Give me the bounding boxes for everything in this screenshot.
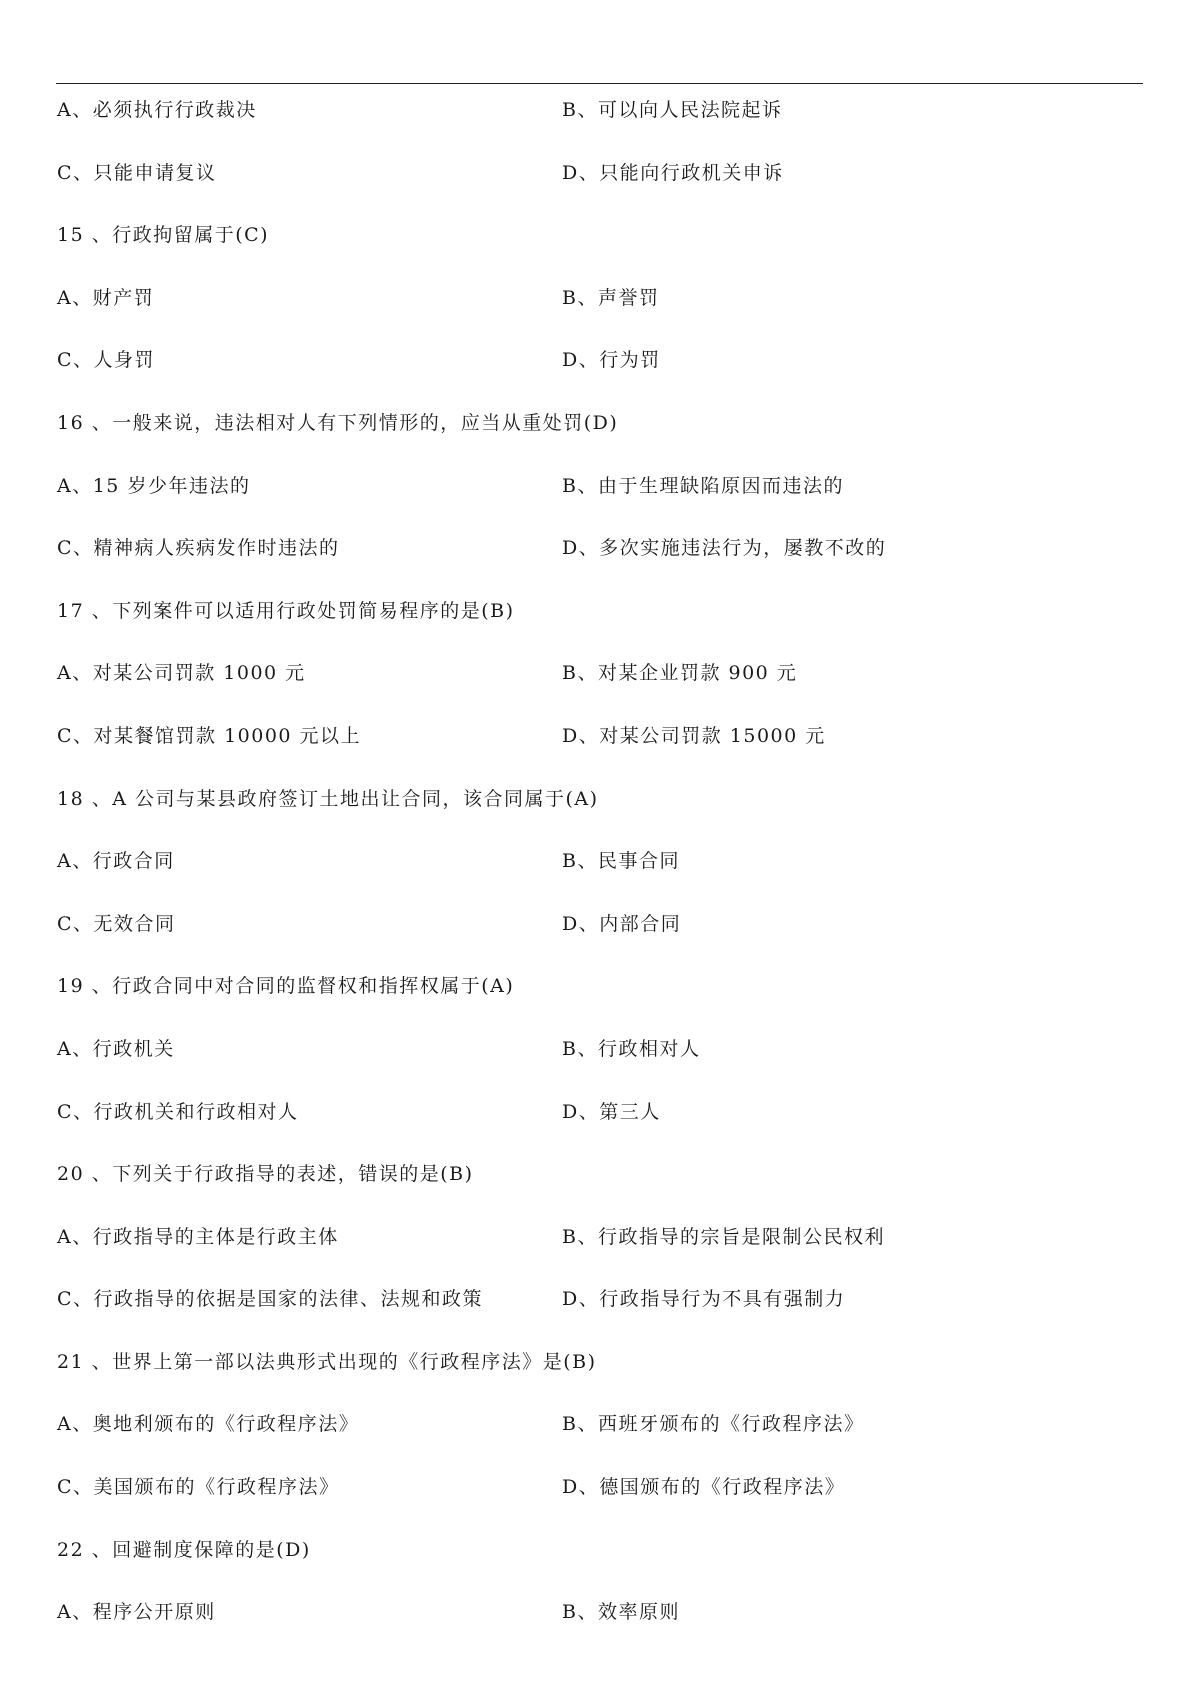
answer-option-left: C、无效合同 bbox=[57, 912, 176, 935]
answer-option-right: B、对某企业罚款 900 元 bbox=[562, 662, 798, 685]
question-line bbox=[57, 784, 1137, 847]
options-line bbox=[57, 1222, 1137, 1285]
options-line bbox=[57, 909, 1137, 972]
answer-option-left: C、对某餐馆罚款 10000 元以上 bbox=[57, 724, 362, 747]
answer-option-left: C、行政机关和行政相对人 bbox=[57, 1100, 299, 1123]
question-text: 20 、下列关于行政指导的表述，错误的是(B) bbox=[57, 1163, 474, 1186]
answer-option-left: C、人身罚 bbox=[57, 349, 156, 372]
options-line bbox=[57, 1409, 1137, 1472]
options-line bbox=[57, 95, 1137, 158]
question-text: 15 、行政拘留属于(C) bbox=[57, 224, 270, 247]
answer-option-right: D、对某公司罚款 15000 元 bbox=[562, 724, 826, 747]
question-line bbox=[57, 220, 1137, 283]
answer-option-right: D、多次实施违法行为，屡教不改的 bbox=[562, 537, 887, 560]
answer-option-right: B、可以向人民法院起诉 bbox=[562, 99, 783, 121]
exam-page-content bbox=[57, 95, 1137, 1660]
answer-option-left: A、15 岁少年违法的 bbox=[57, 474, 251, 497]
answer-option-left: C、美国颁布的《行政程序法》 bbox=[57, 1476, 340, 1499]
answer-option-right: D、第三人 bbox=[562, 1100, 661, 1123]
answer-option-left: C、精神病人疾病发作时违法的 bbox=[57, 537, 340, 560]
options-line bbox=[57, 533, 1137, 596]
answer-option-left: A、财产罚 bbox=[57, 286, 155, 309]
options-line bbox=[57, 658, 1137, 721]
question-text: 17 、下列案件可以适用行政处罚简易程序的是(B) bbox=[57, 599, 515, 622]
question-text: 16 、一般来说，违法相对人有下列情形的，应当从重处罚(D) bbox=[57, 411, 619, 434]
options-line bbox=[57, 1597, 1137, 1660]
question-text: 21 、世界上第一部以法典形式出现的《行政程序法》是(B) bbox=[57, 1350, 597, 1373]
question-line bbox=[57, 1347, 1137, 1410]
header-rule bbox=[56, 83, 1143, 84]
answer-option-right: D、行为罚 bbox=[562, 349, 661, 372]
answer-option-left: A、对某公司罚款 1000 元 bbox=[57, 662, 306, 685]
answer-option-right: B、由于生理缺陷原因而违法的 bbox=[562, 474, 844, 497]
options-line bbox=[57, 1284, 1137, 1347]
answer-option-right: B、行政相对人 bbox=[562, 1037, 701, 1060]
answer-option-right: D、只能向行政机关申诉 bbox=[562, 161, 784, 184]
answer-option-left: A、程序公开原则 bbox=[57, 1601, 216, 1624]
answer-option-left: A、必须执行行政裁决 bbox=[57, 99, 257, 121]
answer-option-left: A、行政合同 bbox=[57, 850, 175, 873]
question-text: 22 、回避制度保障的是(D) bbox=[57, 1538, 311, 1561]
answer-option-left: A、行政机关 bbox=[57, 1037, 175, 1060]
options-line bbox=[57, 158, 1137, 221]
answer-option-left: A、行政指导的主体是行政主体 bbox=[57, 1225, 339, 1248]
answer-option-left: A、奥地利颁布的《行政程序法》 bbox=[57, 1413, 360, 1436]
question-line bbox=[57, 1159, 1137, 1222]
answer-option-right: D、德国颁布的《行政程序法》 bbox=[562, 1476, 846, 1499]
options-line bbox=[57, 1472, 1137, 1535]
answer-option-left: C、只能申请复议 bbox=[57, 161, 217, 184]
options-line bbox=[57, 471, 1137, 534]
answer-option-right: D、内部合同 bbox=[562, 912, 682, 935]
question-line bbox=[57, 1535, 1137, 1598]
options-line bbox=[57, 283, 1137, 346]
question-text: 19 、行政合同中对合同的监督权和指挥权属于(A) bbox=[57, 975, 515, 998]
question-line bbox=[57, 596, 1137, 659]
answer-option-right: D、行政指导行为不具有强制力 bbox=[562, 1288, 846, 1311]
answer-option-right: B、西班牙颁布的《行政程序法》 bbox=[562, 1413, 865, 1436]
options-line bbox=[57, 1097, 1137, 1160]
options-line bbox=[57, 721, 1137, 784]
options-line bbox=[57, 345, 1137, 408]
answer-option-left: C、行政指导的依据是国家的法律、法规和政策 bbox=[57, 1288, 484, 1311]
answer-option-right: B、效率原则 bbox=[562, 1601, 680, 1624]
options-line bbox=[57, 846, 1137, 909]
question-text: 18 、A 公司与某县政府签订土地出让合同，该合同属于(A) bbox=[57, 787, 599, 810]
answer-option-right: B、行政指导的宗旨是限制公民权利 bbox=[562, 1225, 885, 1248]
answer-option-right: B、民事合同 bbox=[562, 850, 680, 873]
answer-option-right: B、声誉罚 bbox=[562, 286, 660, 309]
options-line bbox=[57, 1034, 1137, 1097]
question-line bbox=[57, 408, 1137, 471]
question-line bbox=[57, 971, 1137, 1034]
